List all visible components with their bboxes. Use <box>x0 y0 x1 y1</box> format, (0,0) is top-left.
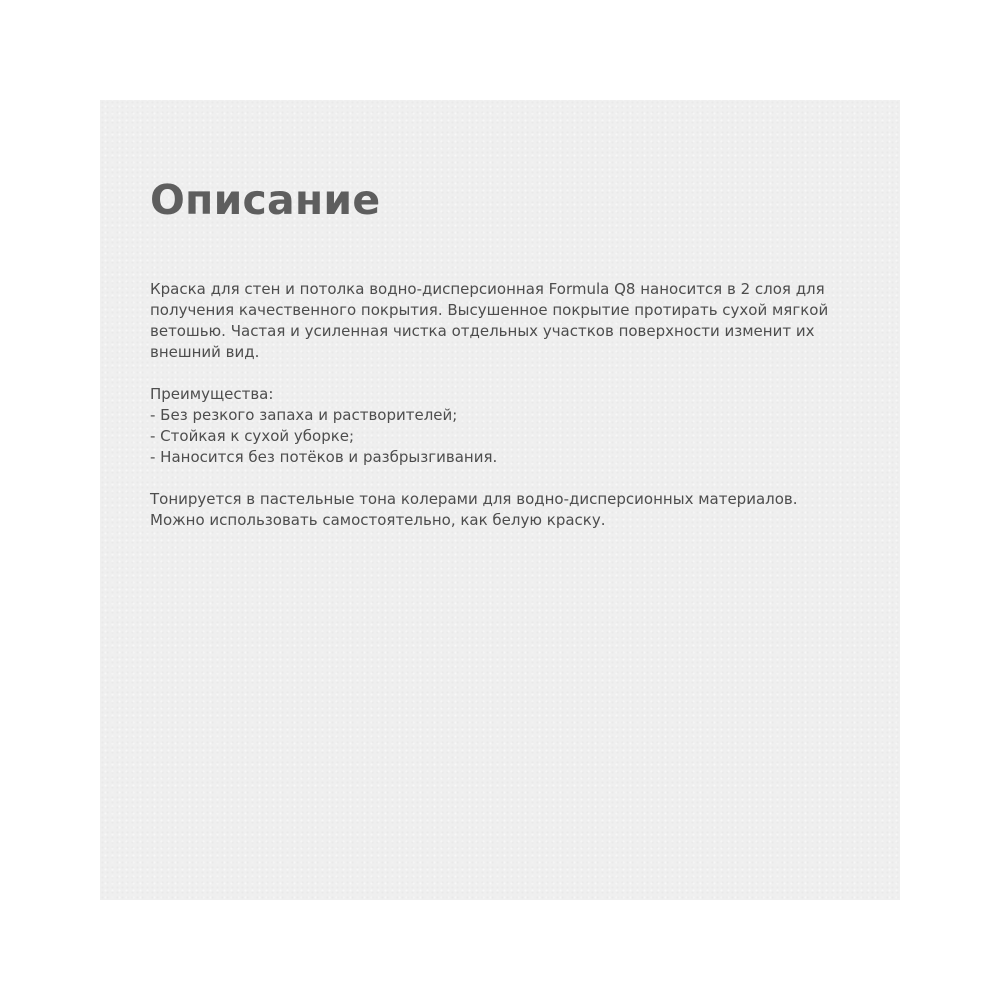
advantages-heading: Преимущества: <box>150 385 274 403</box>
description-line: ветошью. Частая и усиленная чистка отдельных участков поверхности изменит их <box>150 322 815 340</box>
description-line: Краска для стен и потолка водно-дисперсионная Formula Q8 наносится в 2 слоя для <box>150 280 825 298</box>
description-body <box>150 279 870 531</box>
tinting-line: Тонируется в пастельные тона колерами для водно-дисперсионных материалов. <box>150 490 798 508</box>
description-line: получения качественного покрытия. Высушенное покрытие протирать сухой мягкой <box>150 301 829 319</box>
tinting-paragraph <box>150 489 870 531</box>
advantage-item: - Стойкая к сухой уборке; <box>150 427 355 445</box>
advantage-item: - Наносится без потёков и разбрызгивания. <box>150 448 498 466</box>
advantages-section <box>150 384 870 468</box>
paragraph-spacer <box>150 468 870 489</box>
advantage-item: - Без резкого запаха и растворителей; <box>150 406 458 424</box>
description-paragraph <box>150 279 870 363</box>
page-title: Описание <box>150 176 381 224</box>
description-card <box>100 100 900 900</box>
description-line: внешний вид. <box>150 343 260 361</box>
paragraph-spacer <box>150 363 870 384</box>
tinting-line: Можно использовать самостоятельно, как белую краску. <box>150 511 606 529</box>
